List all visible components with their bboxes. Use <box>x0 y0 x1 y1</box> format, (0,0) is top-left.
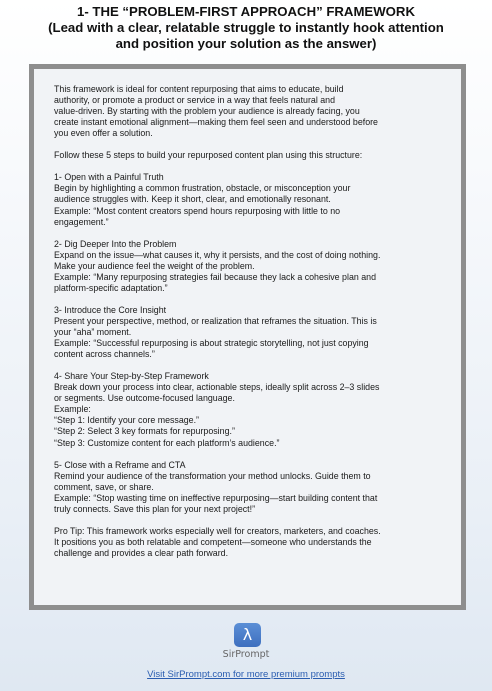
intro-line: This framework is ideal for content repurposing that aims to educate, build <box>54 84 344 94</box>
step-3-heading: 3- Introduce the Core Insight <box>54 304 167 315</box>
sirprompt-logo-icon: λ <box>234 623 261 647</box>
intro-line: value-driven. By starting with the problem your audience is already facing, you <box>54 106 360 117</box>
step-line: Begin by highlighting a common frustration, obstacle, or misconception your <box>54 183 351 194</box>
content-frame <box>29 64 466 610</box>
footer-link-container <box>0 669 492 680</box>
content-panel <box>34 69 461 605</box>
step-line: “Step 2: Select 3 key formats for repurposing.” <box>54 426 235 437</box>
page-subtitle-line-2: and position your solution as the answer) <box>115 36 377 51</box>
step-line: Make your audience feel the weight of the problem. <box>54 260 255 271</box>
step-line: Expand on the issue—what causes it, why it persists, and the cost of doing nothing. <box>54 249 381 260</box>
step-line: or segments. Use outcome-focused language. <box>54 393 235 404</box>
step-line: Example: “Stop wasting time on ineffective repurposing—start building content that <box>54 492 378 503</box>
step-line: Example: “Successful repurposing is about strategic storytelling, not just copying <box>54 338 369 349</box>
step-2-heading: 2- Dig Deeper Into the Problem <box>54 238 177 249</box>
step-line: “Step 3: Customize content for each platform’s audience.” <box>54 437 280 448</box>
step-5-heading: 5- Close with a Reframe and CTA <box>54 459 186 470</box>
step-2 <box>54 239 441 294</box>
page-title: 1- THE “PROBLEM-FIRST APPROACH” FRAMEWORK <box>77 4 415 19</box>
step-line: comment, save, or share. <box>54 481 154 492</box>
intro-paragraph <box>54 84 441 139</box>
follow-line: Follow these 5 steps to build your repurposed content plan using this structure: <box>54 150 363 161</box>
step-line: Break down your process into clear, actionable steps, ideally split across 2–3 slides <box>54 382 380 393</box>
step-line: “Step 1: Identify your core message.” <box>54 415 200 426</box>
step-4-heading: 4- Share Your Step-by-Step Framework <box>54 371 209 382</box>
step-line: Example: “Most content creators spend hours repurposing with little to no <box>54 205 341 216</box>
step-1 <box>54 172 441 227</box>
pro-tip-line: challenge and provides a clear path forward. <box>54 547 229 558</box>
pro-tip-line: It positions you as both relatable and competent—someone who understands the <box>54 536 372 547</box>
step-4 <box>54 371 441 448</box>
step-line: audience struggles with. Keep it short, clear, and emotionally resonant. <box>54 194 331 205</box>
step-line: content across channels.” <box>54 349 155 360</box>
step-line: truly connects. Save this plan for your next project!” <box>54 503 256 514</box>
step-line: Example: <box>54 404 91 415</box>
page-header <box>0 4 492 52</box>
step-line: Remind your audience of the transformation your method unlocks. Guide them to <box>54 470 371 481</box>
visit-sirprompt-link[interactable]: Visit SirPrompt.com for more premium prompts <box>147 669 345 680</box>
step-line: engagement.” <box>54 216 109 227</box>
step-line: Example: “Many repurposing strategies fail because they lack a cohesive plan and <box>54 271 376 282</box>
intro-line: you even offer a solution. <box>54 128 153 139</box>
follow-paragraph <box>54 150 441 161</box>
page-subtitle-line-1: (Lead with a clear, relatable struggle to instantly hook attention <box>48 20 444 35</box>
brand-name: SirPrompt <box>222 649 270 660</box>
step-line: Present your perspective, method, or realization that reframes the situation. This is <box>54 315 377 326</box>
step-line: platform-specific adaptation.” <box>54 282 168 293</box>
step-1-heading: 1- Open with a Painful Truth <box>54 172 164 183</box>
pro-tip-line: Pro Tip: This framework works especially well for creators, marketers, and coaches. <box>54 525 381 536</box>
intro-line: create instant emotional alignment—making them feel seen and understood before <box>54 117 378 128</box>
step-5 <box>54 460 441 515</box>
intro-line: authority, or promote a product or service in a way that feels natural and <box>54 95 336 106</box>
step-3 <box>54 305 441 360</box>
step-line: your “aha” moment. <box>54 327 132 338</box>
pro-tip <box>54 526 441 559</box>
